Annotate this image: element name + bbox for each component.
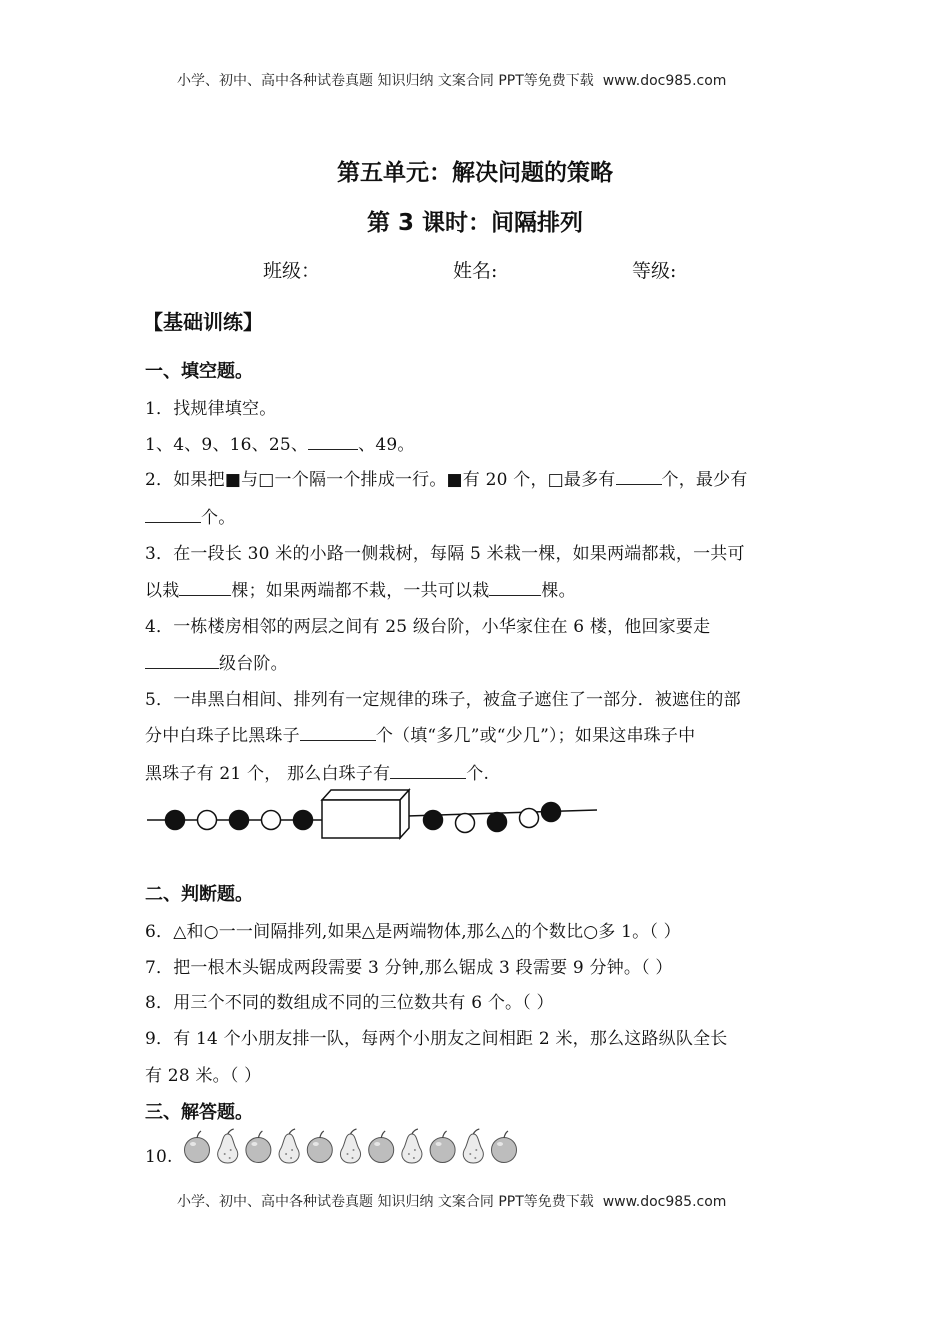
white-bead [456,814,475,833]
question-1-intro: 1．找规律填空。 [145,399,277,419]
question-1-sequence [145,430,415,455]
q2-blank-min[interactable] [145,506,201,523]
pear-icon [279,1129,299,1163]
q1-part-b: 、49。 [358,435,415,455]
question-10-label: 10. [145,1147,173,1167]
question-7: 7．把一根木头锯成两段需要 3 分钟,那么锯成 3 段需要 9 分钟。（ ） [145,958,673,978]
q5-part-e: 个. [466,764,490,784]
q3-blank-both[interactable] [179,579,231,596]
black-bead [488,813,507,832]
page-footer [177,1191,726,1211]
question-5-line-3 [145,759,489,784]
q4-blank[interactable] [145,652,219,669]
question-5-line-2 [145,721,695,746]
white-bead [262,811,281,830]
apple-icon [185,1131,210,1163]
header-url: www.doc985.com [602,73,727,89]
section-basic-training: 【基础训练】 [143,310,263,334]
question-3-line-2 [145,576,576,601]
grade-label: 等级: [632,260,677,282]
q2-blank-max[interactable] [616,468,662,485]
section-answer: 三、解答题。 [145,1102,253,1123]
page-subtitle: 第 3 课时：间隔排列 [366,210,584,236]
q5-part-c: 个（填“多几”或“少几”）；如果这串珠子中 [375,726,696,746]
q1-blank[interactable] [308,433,358,450]
page-header [177,70,726,90]
q5-blank-compare[interactable] [300,724,376,741]
question-9-line-1: 9．有 14 个小朋友排一队，每两个小朋友之间相距 2 米，那么这路纵队全长 [145,1029,728,1049]
question-2-line-2 [145,503,235,528]
q3-blank-none[interactable] [489,579,541,596]
q3-part-b: 以栽 [145,581,180,601]
apple-icon [492,1131,517,1163]
class-label: 班级： [263,260,321,282]
q2-part-b: 个，最少有 [661,470,748,490]
q5-blank-white-count[interactable] [390,762,466,779]
black-bead [294,811,313,830]
q3-part-d: 棵。 [541,581,576,601]
question-4-line-1: 4．一栋楼房相邻的两层之间有 25 级台阶，小华家住在 6 楼，他回家要走 [145,617,711,637]
q1-part-a: 1、4、9、16、25、 [145,435,309,455]
apple-icon [246,1131,271,1163]
page-title: 第五单元：解决问题的策略 [337,160,613,186]
question-2-line-1 [145,465,748,490]
black-bead [542,803,561,822]
q3-part-c: 棵；如果两端都不栽，一共可以栽 [231,581,490,601]
q2-part-a: 2．如果把■与□一个隔一个排成一行。■有 20 个，□最多有 [145,470,616,490]
apple-icon [430,1131,455,1163]
apple-icon [369,1131,394,1163]
q5-part-b: 分中白珠子比黑珠子 [145,726,300,746]
pear-icon [218,1129,238,1163]
section-fill-blank: 一、填空题。 [145,361,253,382]
question-9-line-2: 有 28 米。（ ） [145,1066,262,1086]
bead-string-figure [145,788,605,844]
white-bead [198,811,217,830]
question-4-line-2 [145,649,288,674]
q2-part-c: 个。 [201,508,236,528]
covering-box [322,790,409,838]
black-bead [424,811,443,830]
fruit-row-figure [180,1128,525,1168]
question-5-line-1: 5．一串黑白相间、排列有一定规律的珠子，被盒子遮住了一部分．被遮住的部 [145,690,741,710]
footer-text: 小学、初中、高中各种试卷真题 知识归纳 文案合同 PPT等免费下载 [177,1194,594,1210]
header-text: 小学、初中、高中各种试卷真题 知识归纳 文案合同 PPT等免费下载 [177,73,594,89]
pear-icon [340,1129,360,1163]
footer-url: www.doc985.com [602,1194,727,1210]
question-3-line-1: 3．在一段长 30 米的小路一侧栽树，每隔 5 米栽一棵，如果两端都栽，一共可 [145,544,745,564]
apple-icon [307,1131,332,1163]
pear-icon [463,1129,483,1163]
white-bead [520,809,539,828]
section-judge: 二、判断题。 [145,884,253,905]
q5-part-d: 黑珠子有 21 个， 那么白珠子有 [145,764,391,784]
black-bead [166,811,185,830]
q4-part-b: 级台阶。 [219,654,288,674]
pear-icon [402,1129,422,1163]
name-label: 姓名: [453,260,498,282]
black-bead [230,811,249,830]
question-6: 6．△和○一一间隔排列,如果△是两端物体,那么△的个数比○多 1。（ ） [145,922,681,942]
question-8: 8．用三个不同的数组成不同的三位数共有 6 个。（ ） [145,993,554,1013]
